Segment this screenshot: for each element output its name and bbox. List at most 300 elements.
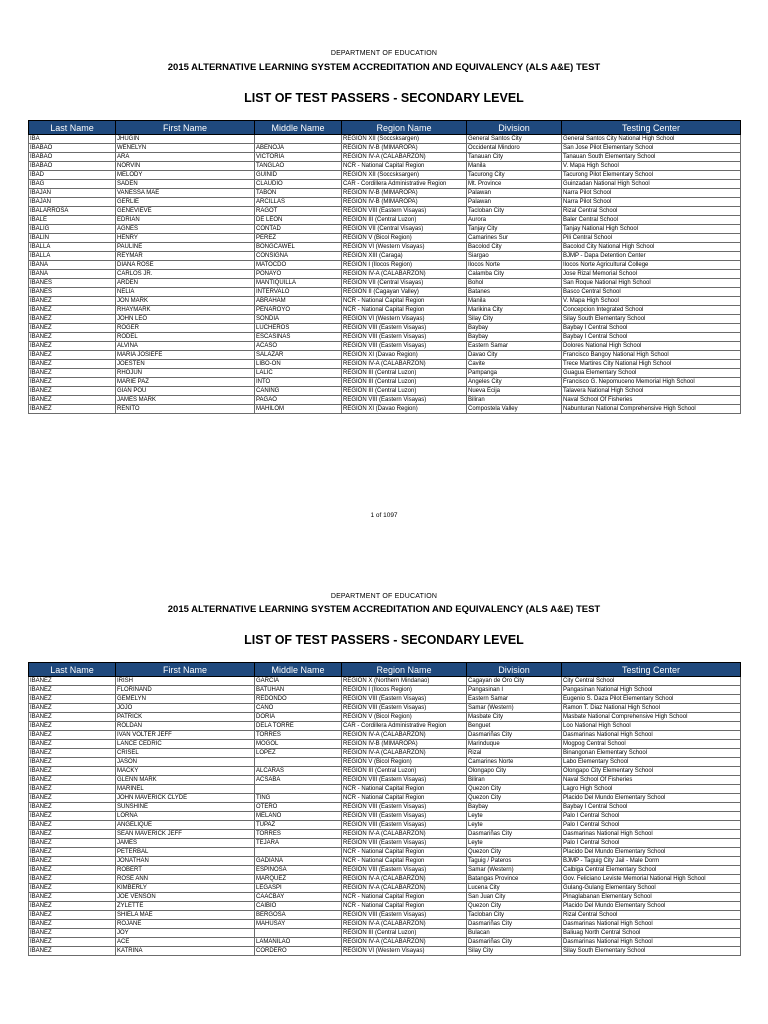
cell-testing-center: Pinaglabanan Elementary School [562, 893, 741, 902]
column-header-division: Division [467, 121, 562, 135]
cell-first-name: JOY [116, 929, 255, 938]
cell-first-name: GLENN MARK [116, 776, 255, 785]
cell-last-name: IBAÑES [29, 279, 116, 288]
table-row [29, 270, 741, 279]
cell-division: Lucena City [467, 884, 562, 893]
cell-region-name: REGION III (Central Luzon) [342, 767, 467, 776]
cell-first-name: SHIELA MAE [116, 911, 255, 920]
table-row [29, 875, 741, 884]
cell-region-name: NCR - National Capital Region [342, 297, 467, 306]
cell-middle-name: MELANO [255, 812, 342, 821]
cell-testing-center: Loo National High School [562, 722, 741, 731]
table-row [29, 884, 741, 893]
cell-middle-name: MARQUEZ [255, 875, 342, 884]
cell-testing-center: Silay South Elementary School [562, 947, 741, 956]
cell-middle-name: DORIA [255, 713, 342, 722]
table-row [29, 740, 741, 749]
cell-middle-name: ESCASINAS [255, 333, 342, 342]
cell-testing-center: BJMP - Dapa Detention Center [562, 252, 741, 261]
cell-last-name: IBAÑEZ [29, 812, 116, 821]
cell-last-name: IBAÑEZ [29, 722, 116, 731]
cell-testing-center: Labo Elementary School [562, 758, 741, 767]
cell-middle-name: CONSIGNA [255, 252, 342, 261]
table-row [29, 731, 741, 740]
cell-last-name: IBAÑEZ [29, 857, 116, 866]
cell-first-name: JONATHAN [116, 857, 255, 866]
table-row [29, 162, 741, 171]
table-row [29, 405, 741, 414]
cell-region-name: REGION IV-A (CALABARZON) [342, 360, 467, 369]
cell-last-name: IBABAO [29, 153, 116, 162]
cell-region-name: REGION IV-A (CALABARZON) [342, 270, 467, 279]
list-subtitle: LIST OF TEST PASSERS - SECONDARY LEVEL [244, 91, 524, 105]
table-row [29, 153, 741, 162]
table-row [29, 686, 741, 695]
cell-first-name: EDRIAN [116, 216, 255, 225]
cell-testing-center: Francisco G. Nepomuceno Memorial High School [562, 378, 741, 387]
cell-region-name: REGION VIII (Eastern Visayas) [342, 839, 467, 848]
cell-testing-center: Placido Del Mundo Elementary School [562, 848, 741, 857]
cell-last-name: IBAÑEZ [29, 884, 116, 893]
cell-first-name: RENITO [116, 405, 255, 414]
cell-first-name: GERLIE [116, 198, 255, 207]
cell-first-name: MACKY [116, 767, 255, 776]
column-header-first-name: First Name [116, 121, 255, 135]
cell-middle-name: ARCILLAS [255, 198, 342, 207]
column-header-division: Division [467, 663, 562, 677]
table-header-row [29, 121, 741, 135]
cell-first-name: ANGELIQUE [116, 821, 255, 830]
cell-first-name: JASON [116, 758, 255, 767]
cell-testing-center: Ramon T. Diaz National High School [562, 704, 741, 713]
cell-division: Quezon City [467, 848, 562, 857]
table-row [29, 396, 741, 405]
cell-testing-center: Dasmarinas National High School [562, 731, 741, 740]
cell-last-name: IBABAO [29, 144, 116, 153]
table-row [29, 830, 741, 839]
cell-first-name: GENEVIEVE [116, 207, 255, 216]
cell-testing-center: Naval School Of Fisheries [562, 396, 741, 405]
cell-last-name: IBAÑEZ [29, 695, 116, 704]
cell-division: Angeles City [467, 378, 562, 387]
cell-division: Benguet [467, 722, 562, 731]
table-row [29, 180, 741, 189]
cell-division: Cavite [467, 360, 562, 369]
column-header-first-name: First Name [116, 663, 255, 677]
cell-first-name: ACE [116, 938, 255, 947]
cell-region-name: REGION VIII (Eastern Visayas) [342, 342, 467, 351]
cell-region-name: NCR - National Capital Region [342, 857, 467, 866]
table-row [29, 695, 741, 704]
cell-testing-center: V. Mapa High School [562, 297, 741, 306]
table-row [29, 243, 741, 252]
cell-region-name: REGION III (Central Luzon) [342, 929, 467, 938]
cell-testing-center: Olongapo City Elementary School [562, 767, 741, 776]
cell-middle-name: TORRES [255, 731, 342, 740]
table-row [29, 144, 741, 153]
cell-testing-center: Palo I Central School [562, 812, 741, 821]
cell-last-name: IBAÑEZ [29, 677, 116, 686]
cell-last-name: IBAÑEZ [29, 306, 116, 315]
cell-middle-name: PAGAO [255, 396, 342, 405]
cell-middle-name [255, 929, 342, 938]
cell-testing-center: General Santos City National High School [562, 135, 741, 144]
cell-last-name: IBAÑEZ [29, 929, 116, 938]
cell-first-name: KATRINA [116, 947, 255, 956]
cell-middle-name: REDONDO [255, 695, 342, 704]
cell-testing-center: Naval School Of Fisheries [562, 776, 741, 785]
cell-division: Palawan [467, 189, 562, 198]
table-row [29, 342, 741, 351]
cell-region-name: CAR - Cordillera Administrative Region [342, 180, 467, 189]
cell-middle-name: RAGOT [255, 207, 342, 216]
column-header-last-name: Last Name [29, 663, 116, 677]
table-row [29, 252, 741, 261]
cell-region-name: REGION II (Cagayan Valley) [342, 288, 467, 297]
cell-first-name: ARA [116, 153, 255, 162]
cell-last-name: IBAÑEZ [29, 821, 116, 830]
cell-first-name: RHAYMARK [116, 306, 255, 315]
cell-region-name: REGION III (Central Luzon) [342, 387, 467, 396]
table-row [29, 893, 741, 902]
list-subtitle: LIST OF TEST PASSERS - SECONDARY LEVEL [244, 633, 524, 647]
cell-region-name: REGION XI (Davao Region) [342, 405, 467, 414]
column-header-testing-center: Testing Center [562, 663, 741, 677]
table-row [29, 360, 741, 369]
cell-last-name: IBAÑEZ [29, 704, 116, 713]
cell-middle-name: ACSABA [255, 776, 342, 785]
cell-last-name: IBAÑEZ [29, 369, 116, 378]
cell-division: Tacurong City [467, 171, 562, 180]
cell-division: Leyte [467, 821, 562, 830]
table-row [29, 947, 741, 956]
table-row [29, 794, 741, 803]
cell-region-name: REGION XII (Soccsksargen) [342, 135, 467, 144]
passers-table [28, 662, 741, 956]
cell-testing-center: Calbiga Central Elementary School [562, 866, 741, 875]
cell-first-name: SADEN [116, 180, 255, 189]
cell-region-name: REGION IV-B (MIMAROPA) [342, 189, 467, 198]
cell-last-name: IBAÑEZ [29, 911, 116, 920]
table-row [29, 333, 741, 342]
cell-division: Leyte [467, 812, 562, 821]
cell-first-name: ROSE ANN [116, 875, 255, 884]
cell-division: Tanjay City [467, 225, 562, 234]
cell-region-name: NCR - National Capital Region [342, 848, 467, 857]
cell-region-name: NCR - National Capital Region [342, 785, 467, 794]
cell-region-name: REGION IV-A (CALABARZON) [342, 938, 467, 947]
cell-middle-name: LALIC [255, 369, 342, 378]
cell-division: Cagayan de Oro City [467, 677, 562, 686]
table-row [29, 677, 741, 686]
cell-last-name: IBAÑEZ [29, 342, 116, 351]
cell-region-name: REGION VII (Central Visayas) [342, 225, 467, 234]
cell-middle-name: BERGOSA [255, 911, 342, 920]
cell-middle-name: MATOCDO [255, 261, 342, 270]
cell-first-name: ROGER [116, 324, 255, 333]
table-row [29, 315, 741, 324]
cell-last-name: IBAÑEZ [29, 297, 116, 306]
cell-last-name: IBAÑEZ [29, 749, 116, 758]
cell-middle-name: BATUHAN [255, 686, 342, 695]
cell-middle-name: TANGLAO [255, 162, 342, 171]
cell-last-name: IBAÑEZ [29, 839, 116, 848]
cell-middle-name: LAMANILAO [255, 938, 342, 947]
cell-first-name: ROJANE [116, 920, 255, 929]
cell-division: Bacolod City [467, 243, 562, 252]
cell-region-name: REGION IV-A (CALABARZON) [342, 920, 467, 929]
cell-last-name: IBAÑEZ [29, 360, 116, 369]
cell-testing-center: Dasmarinas National High School [562, 938, 741, 947]
cell-testing-center: City Central School [562, 677, 741, 686]
cell-region-name: REGION VIII (Eastern Visayas) [342, 333, 467, 342]
table-row [29, 857, 741, 866]
cell-middle-name: MANTIQUILLA [255, 279, 342, 288]
cell-division: Calamba City [467, 270, 562, 279]
cell-first-name: AGNES [116, 225, 255, 234]
cell-first-name: WENELYN [116, 144, 255, 153]
cell-last-name: IBAÑEZ [29, 848, 116, 857]
cell-middle-name: ABENOJA [255, 144, 342, 153]
cell-last-name: IBAÑEZ [29, 803, 116, 812]
cell-region-name: REGION IV-A (CALABARZON) [342, 153, 467, 162]
cell-division: Tacloban City [467, 911, 562, 920]
cell-testing-center: Narra Pilot School [562, 198, 741, 207]
cell-region-name: REGION I (Ilocos Region) [342, 686, 467, 695]
cell-last-name: IBAÑEZ [29, 947, 116, 956]
cell-testing-center: Dasmarinas National High School [562, 920, 741, 929]
column-header-middle-name: Middle Name [255, 121, 342, 135]
cell-testing-center: Tanjay National High School [562, 225, 741, 234]
table-row [29, 279, 741, 288]
cell-middle-name [255, 758, 342, 767]
table-row [29, 821, 741, 830]
cell-region-name: REGION IV-A (CALABARZON) [342, 830, 467, 839]
cell-division: Compostela Valley [467, 405, 562, 414]
cell-division: Davao City [467, 351, 562, 360]
cell-first-name: VANESSA MAE [116, 189, 255, 198]
cell-region-name: REGION VIII (Eastern Visayas) [342, 911, 467, 920]
cell-region-name: NCR - National Capital Region [342, 162, 467, 171]
cell-region-name: REGION IV-A (CALABARZON) [342, 884, 467, 893]
cell-region-name: NCR - National Capital Region [342, 306, 467, 315]
cell-region-name: REGION IV-A (CALABARZON) [342, 731, 467, 740]
cell-middle-name: BONGCAWEL [255, 243, 342, 252]
cell-first-name: JOJO [116, 704, 255, 713]
cell-region-name: REGION VIII (Eastern Visayas) [342, 866, 467, 875]
table-row [29, 369, 741, 378]
cell-region-name: REGION XII (Soccsksargen) [342, 171, 467, 180]
cell-testing-center: Dasmarinas National High School [562, 830, 741, 839]
cell-division: Marikina City [467, 306, 562, 315]
cell-division: Dasmariñas City [467, 920, 562, 929]
cell-region-name: REGION V (Bicol Region) [342, 713, 467, 722]
cell-region-name: REGION IV-B (MIMAROPA) [342, 740, 467, 749]
cell-middle-name: LEGASPI [255, 884, 342, 893]
cell-first-name: ARDEN [116, 279, 255, 288]
table-header-row [29, 663, 741, 677]
cell-testing-center: Masbate National Comprehensive High School [562, 713, 741, 722]
cell-middle-name: TING [255, 794, 342, 803]
cell-testing-center: Basco Central School [562, 288, 741, 297]
cell-division: Occidental Mindoro [467, 144, 562, 153]
department-name: DEPARTMENT OF EDUCATION [330, 593, 438, 600]
cell-last-name: IBAÑEZ [29, 333, 116, 342]
cell-first-name: MARIE PAZ [116, 378, 255, 387]
cell-division: Baybay [467, 324, 562, 333]
cell-division: Biliran [467, 776, 562, 785]
table-row [29, 306, 741, 315]
table-row [29, 387, 741, 396]
cell-first-name: DIANA ROSE [116, 261, 255, 270]
cell-last-name: IBANA [29, 270, 116, 279]
cell-middle-name [255, 848, 342, 857]
cell-last-name: IBAG [29, 180, 116, 189]
cell-last-name: IBAD [29, 171, 116, 180]
cell-region-name: NCR - National Capital Region [342, 794, 467, 803]
cell-region-name: REGION X (Northern Mindanao) [342, 677, 467, 686]
column-header-middle-name: Middle Name [255, 663, 342, 677]
cell-middle-name: CANO [255, 704, 342, 713]
cell-division: Marinduque [467, 740, 562, 749]
cell-region-name: REGION V (Bicol Region) [342, 758, 467, 767]
cell-last-name: IBAÑEZ [29, 713, 116, 722]
cell-last-name: IBA [29, 135, 116, 144]
table-row [29, 297, 741, 306]
table-row [29, 929, 741, 938]
cell-middle-name: INTO [255, 378, 342, 387]
cell-division: Dasmariñas City [467, 731, 562, 740]
cell-middle-name: SALAZAR [255, 351, 342, 360]
cell-first-name: HENRY [116, 234, 255, 243]
cell-testing-center: Rizal Central School [562, 207, 741, 216]
cell-middle-name: GARCIA [255, 677, 342, 686]
cell-first-name: SUNSHINE [116, 803, 255, 812]
cell-region-name: REGION VIII (Eastern Visayas) [342, 396, 467, 405]
table-row [29, 866, 741, 875]
cell-last-name: IBAÑEZ [29, 758, 116, 767]
cell-last-name: IBAÑEZ [29, 315, 116, 324]
cell-region-name: CAR - Cordillera Administrative Region [342, 722, 467, 731]
cell-region-name: REGION VIII (Eastern Visayas) [342, 695, 467, 704]
cell-division: Masbate City [467, 713, 562, 722]
cell-last-name: IBAÑEZ [29, 866, 116, 875]
cell-middle-name: DELA TORRE [255, 722, 342, 731]
page-number: 1 of 1097 [370, 512, 398, 519]
column-header-last-name: Last Name [29, 121, 116, 135]
table-row [29, 189, 741, 198]
cell-last-name: IBALE [29, 216, 116, 225]
cell-testing-center: Eugenio S. Daza Pilot Elementary School [562, 695, 741, 704]
cell-division: Biliran [467, 396, 562, 405]
cell-division: Tacloban City [467, 207, 562, 216]
cell-middle-name: DE LEON [255, 216, 342, 225]
cell-middle-name: INTERVALO [255, 288, 342, 297]
cell-testing-center: Pili Central School [562, 234, 741, 243]
table-row [29, 902, 741, 911]
cell-division: Silay City [467, 315, 562, 324]
cell-first-name: RHOJUN [116, 369, 255, 378]
table-row [29, 216, 741, 225]
cell-division: Palawan [467, 198, 562, 207]
cell-division: Bulacan [467, 929, 562, 938]
cell-region-name: REGION VI (Western Visayas) [342, 315, 467, 324]
cell-testing-center: Guinzadan National High School [562, 180, 741, 189]
cell-last-name: IBAÑEZ [29, 794, 116, 803]
cell-first-name: PETERBAL [116, 848, 255, 857]
cell-region-name: REGION VII (Central Visayas) [342, 279, 467, 288]
cell-region-name: REGION VIII (Eastern Visayas) [342, 704, 467, 713]
cell-region-name: REGION IV-B (MIMAROPA) [342, 198, 467, 207]
cell-division: Mt. Province [467, 180, 562, 189]
cell-first-name: IVAN VOLTER JEFF [116, 731, 255, 740]
table-row [29, 722, 741, 731]
cell-testing-center: Silay South Elementary School [562, 315, 741, 324]
cell-middle-name [255, 785, 342, 794]
table-row [29, 198, 741, 207]
table-row [29, 234, 741, 243]
department-name: DEPARTMENT OF EDUCATION [330, 50, 438, 57]
cell-division: Aurora [467, 216, 562, 225]
cell-region-name: REGION I (Ilocos Region) [342, 261, 467, 270]
cell-last-name: IBAÑEZ [29, 405, 116, 414]
cell-first-name: ROLDAN [116, 722, 255, 731]
cell-testing-center: Narra Pilot School [562, 189, 741, 198]
cell-testing-center: Gulang-Gulang Elementary School [562, 884, 741, 893]
cell-middle-name: MOGOL [255, 740, 342, 749]
cell-last-name: IBAÑEZ [29, 378, 116, 387]
cell-testing-center: Tacurong Pilot Elementary School [562, 171, 741, 180]
table-row [29, 758, 741, 767]
cell-testing-center: Nabunturan National Comprehensive High School [562, 405, 741, 414]
table-row [29, 288, 741, 297]
cell-last-name: IBAÑEZ [29, 324, 116, 333]
cell-last-name: IBAJAN [29, 189, 116, 198]
cell-testing-center: Bacolod City National High School [562, 243, 741, 252]
cell-division: General Santos City [467, 135, 562, 144]
cell-last-name: IBAÑEZ [29, 776, 116, 785]
table-row [29, 767, 741, 776]
cell-last-name: IBAÑEZ [29, 740, 116, 749]
cell-region-name: REGION VI (Western Visayas) [342, 243, 467, 252]
cell-first-name: GEMELYN [116, 695, 255, 704]
cell-middle-name: LUCHEROS [255, 324, 342, 333]
table-row [29, 776, 741, 785]
cell-last-name: IBAÑEZ [29, 731, 116, 740]
cell-first-name: IRISH [116, 677, 255, 686]
table-row [29, 785, 741, 794]
cell-middle-name: CAIBIO [255, 902, 342, 911]
cell-region-name: REGION VIII (Eastern Visayas) [342, 803, 467, 812]
cell-last-name: IBAÑEZ [29, 902, 116, 911]
cell-middle-name: LIBO-ON [255, 360, 342, 369]
cell-middle-name: TEJARA [255, 839, 342, 848]
cell-region-name: REGION VIII (Eastern Visayas) [342, 207, 467, 216]
cell-testing-center: Dolores National High School [562, 342, 741, 351]
cell-testing-center: Baybay I Central School [562, 324, 741, 333]
cell-first-name: LORNA [116, 812, 255, 821]
cell-division: Pampanga [467, 369, 562, 378]
cell-region-name: REGION V (Bicol Region) [342, 234, 467, 243]
table-row [29, 749, 741, 758]
cell-first-name: JON MARK [116, 297, 255, 306]
table-row [29, 812, 741, 821]
cell-division: Manila [467, 162, 562, 171]
cell-middle-name: SONDIA [255, 315, 342, 324]
cell-division: Tanauan City [467, 153, 562, 162]
cell-middle-name: TORRES [255, 830, 342, 839]
table-row [29, 225, 741, 234]
